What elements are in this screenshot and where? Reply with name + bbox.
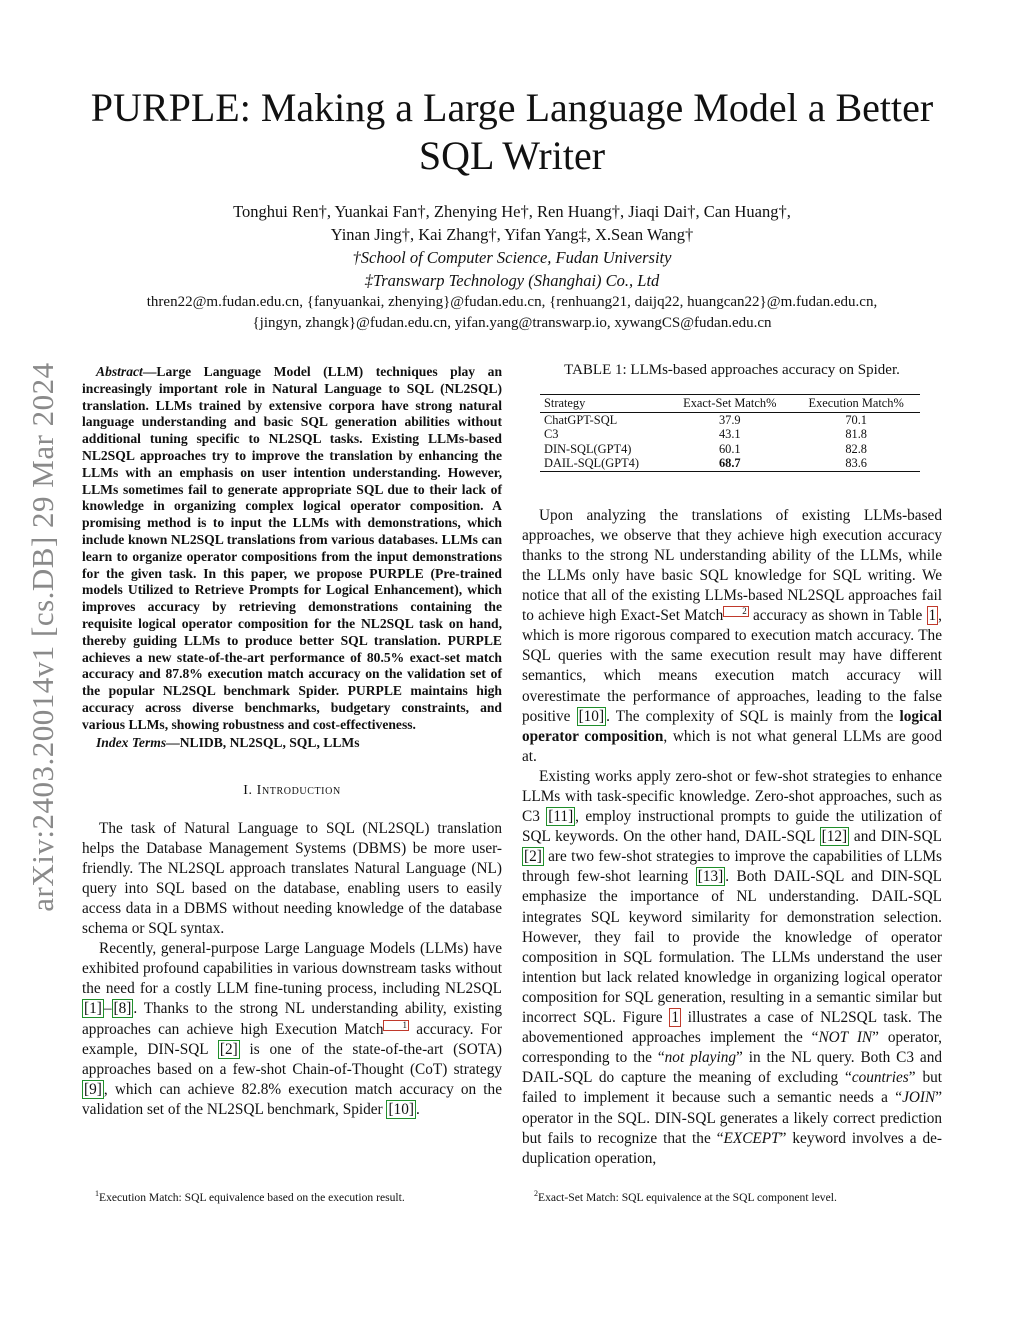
intro-paragraph-1: The task of Natural Language to SQL (NL2SQL) translation helps the Database Management Systems (DBMS) be more user-friendly. The NL2SQL approach translates Natural Language (NL) query into SQL based on the database, enabling users to easily access data in a DBMS without needing knowledge of the database schema or SQL syntax. <box>82 819 502 938</box>
footnote-mark: 2 <box>534 1189 538 1198</box>
footnote-mark: 1 <box>95 1189 99 1198</box>
table-cell: 37.9 <box>718 412 741 427</box>
italic-term: countries <box>851 1069 909 1087</box>
figure-link[interactable]: 1 <box>671 1009 679 1027</box>
arxiv-identifier: arXiv:2403.20014v1 [cs.DB] 29 Mar 2024 <box>25 362 60 912</box>
citation-link[interactable]: [13] <box>697 868 724 886</box>
header-execution: Execution Match% <box>792 395 920 413</box>
text-run: ” keyword involves a de-duplication operation, <box>522 1129 942 1167</box>
table-cell: 60.1 <box>718 441 741 456</box>
text-run: accuracy. For example, DIN-SQL <box>82 1020 502 1058</box>
abstract-text: —Large Language Model (LLM) techniques play an increasingly important role in Natural Language to SQL (NL2SQL) translation. LLMs trained by extensive corpora have strong natural language understanding and basic SQL generation abilities without additional tuning specific to NL2SQL tasks. Existing LLMs-based NL2SQL approaches try to improve the translation by enhancing the LLMs with an emphasis on user intention understanding. However, LLMs sometimes fail to generate appropriate SQL due to their lack of knowledge in organizing complex logical operator composition. A promising method is to input the LLMs with demonstrations, which include known NL2SQL translations from various databases. LLMs can learn to organize operator compositions from the input demonstrations for the given task. In this paper, we propose PURPLE (Pre-trained models Utilized to Retrieve Prompts for Logical Enhancement), which improves accuracy by retrieving demonstrations containing the requisite logical operator composition for the NL2SQL task on hand, thereby guiding LLMs to produce better SQL translation. PURPLE achieves a new state-of-the-art performance of 80.5% exact-set match accuracy and 87.8% execution match accuracy on the validation set of the popular NL2SQL benchmark Spider. PURPLE maintains high accuracy across diverse benchmarks, budgetary constraints, and various LLMs, showing robustness and cost-effectiveness. <box>82 364 502 732</box>
text-run: , which can achieve 82.8% execution match accuracy on the validation set of the NL2SQL benchmark, Spider <box>82 1080 502 1119</box>
affiliation-2: ‡Transwarp Technology (Shanghai) Co., Ltd <box>364 271 660 290</box>
text-run: , which is not what general LLMs are good at. <box>522 727 942 765</box>
italic-term: EXCEPT <box>723 1129 780 1147</box>
table-caption: TABLE 1: LLMs-based approaches accuracy on Spider. <box>564 362 900 378</box>
text-run: ” operator, corresponding to the “ <box>522 1029 942 1067</box>
table-cell: DIN-SQL(GPT4) <box>544 441 632 456</box>
emails-line-2: {jingyn, zhangk}@fudan.edu.cn, yifan.yang@transwarp.io, xywangCS@fudan.edu.cn <box>252 315 772 331</box>
table-cell: 82.8 <box>845 441 867 456</box>
footnote-link[interactable]: 1 <box>383 1020 409 1031</box>
footnote-1 <box>95 1187 405 1205</box>
text-run: , employ instructional prompts to guide the utilization of SQL keywords. On the other hand, DAIL-SQL <box>522 808 942 846</box>
table-row <box>540 456 920 471</box>
index-terms-label: Index Terms <box>96 734 167 750</box>
right-paragraph-2 <box>522 767 942 1169</box>
text-run: and DIN-SQL <box>849 828 942 846</box>
citation-link[interactable]: [10] <box>388 1101 414 1119</box>
text-run: , which is more rigorous compared to execution match accuracy. The SQL queries with the same execution result may have different semantics, which means execution match accuracy will overestimate the performance of approaches, leading to the false positive <box>522 607 942 725</box>
text-run: . The complexity of SQL is mainly from the <box>606 707 900 725</box>
citation-link[interactable]: [1] <box>84 1000 102 1018</box>
text-run: – <box>103 1000 112 1018</box>
text-run: Existing works apply zero-shot or few-shot strategies to enhance LLMs with task-specific knowledge. Zero-shot approaches, such as C3 <box>522 767 942 826</box>
table-link[interactable]: 1 <box>928 607 937 625</box>
results-table <box>540 394 920 472</box>
intro-paragraph-2 <box>82 939 502 1120</box>
text-run: ” operator in the SQL. DIN-SQL generates a likely correct prediction but fails to recognize that the “ <box>522 1089 942 1147</box>
author-block <box>82 200 942 334</box>
table-cell: DAIL-SQL(GPT4) <box>540 456 667 471</box>
citation-link[interactable]: [2] <box>219 1040 238 1058</box>
table-cell: 81.8 <box>845 427 867 442</box>
footnote-2 <box>534 1187 837 1205</box>
citation-link[interactable]: [9] <box>84 1080 102 1098</box>
table-cell: 70.1 <box>845 412 867 427</box>
footnote-text: Exact-Set Match: SQL equivalence at the SQL component level. <box>538 1190 837 1204</box>
bold-phrase: logical operator composition <box>522 707 942 745</box>
footnote-link[interactable]: 2 <box>723 606 749 617</box>
table-cell: 83.6 <box>792 456 920 471</box>
italic-term: not playing <box>664 1049 737 1067</box>
citation-link[interactable]: [8] <box>113 1000 132 1018</box>
text-run: . Thanks to the strong NL understanding ability, existing approaches can achieve high Execution Match <box>82 1000 502 1038</box>
text-run: are two few-shot strategies to improve the capabilities of LLMs through few-shot learning <box>522 848 942 886</box>
citation-link[interactable]: [10] <box>578 707 605 725</box>
abstract-label: Abstract <box>96 364 143 379</box>
table-row <box>540 427 920 442</box>
text-run: accuracy as shown in Table <box>748 607 927 625</box>
table-header-row <box>540 395 920 413</box>
abstract <box>82 364 502 734</box>
header-strategy: Strategy <box>540 395 667 413</box>
paper-title: PURPLE: Making a Large Language Model a Better SQL Writer <box>90 85 934 178</box>
text-run: Upon analyzing the translations of existing LLMs-based approaches, we observe that they achieve high execution accuracy thanks to the strong NL understanding ability of the LLMs, while the LLMs only have basic SQL knowledge for SQL writing. We notice that all of the existing LLMs-based NL2SQL approaches fail to achieve high Exact-Set Match <box>522 506 942 625</box>
text-run: . Both DAIL-SQL and DIN-SQL emphasize the importance of NL understanding. DAIL-SQL integrates SQL keyword similarity for demonstration selection. However, they fail to provide the knowledge of operator composition in SQL formulation. The LLMs understand the user intention but lack related knowledge in organizing logical operator composition for SQL generation, resulting in a semantic similar but incorrect SQL. Figure <box>522 868 942 1027</box>
text-run: illustrates a case of NL2SQL task. The abovementioned approaches implement the “ <box>522 1009 942 1047</box>
text-run: . <box>415 1101 420 1119</box>
affiliation-1: †School of Computer Science, Fudan University <box>352 248 672 267</box>
text-run: Recently, general-purpose Large Language Models (LLMs) have exhibited profound capabilities in various downstream tasks without the need for a costly LLM fine-tuning process, including NL2SQL <box>82 940 502 998</box>
table-cell: C3 <box>544 427 559 442</box>
citation-link[interactable]: [2] <box>524 848 542 866</box>
footnote-text: Execution Match: SQL equivalence based on the execution result. <box>99 1190 405 1204</box>
authors-line-2: Yinan Jing†, Kai Zhang†, Yifan Yang‡, X.Sean Wang† <box>330 225 694 244</box>
table-row <box>540 442 920 457</box>
index-terms <box>82 734 502 751</box>
text-run: ” in the NL query. Both C3 and DAIL-SQL do capture the meaning of excluding “ <box>522 1049 942 1087</box>
table-cell: ChatGPT-SQL <box>544 412 618 427</box>
text-run: is one of the state-of-the-art (SOTA) approaches based on a few-shot Chain-of-Thought (CoT) strategy <box>82 1040 503 1078</box>
text-run: ” but failed to implement it because such a semantic needs a “ <box>522 1069 942 1107</box>
left-column <box>82 364 502 1120</box>
emails-line-1: thren22@m.fudan.edu.cn, {fanyuankai, zhenying}@fudan.edu.cn, {renhuang21, daijq22, huangcan22}@m.fudan.edu.cn, <box>146 294 878 310</box>
header-exact-set: Exact-Set Match% <box>667 395 792 413</box>
citation-link[interactable]: [11] <box>548 808 574 826</box>
table-row <box>540 412 920 427</box>
table-cell-best: 68.7 <box>667 456 792 471</box>
authors-line-1: Tonghui Ren†, Yuankai Fan†, Zhenying He†, Ren Huang†, Jiaqi Dai†, Can Huang†, <box>233 202 791 221</box>
section-heading: I. Introduction <box>243 782 341 798</box>
italic-term: NOT IN <box>818 1029 873 1047</box>
italic-term: JOIN <box>902 1089 936 1107</box>
index-terms-text: —NLIDB, NL2SQL, SQL, LLMs <box>166 734 360 750</box>
right-column <box>522 360 942 1169</box>
table-cell: 43.1 <box>718 427 741 442</box>
right-paragraph-1 <box>522 506 942 767</box>
citation-link[interactable]: [12] <box>821 828 848 846</box>
